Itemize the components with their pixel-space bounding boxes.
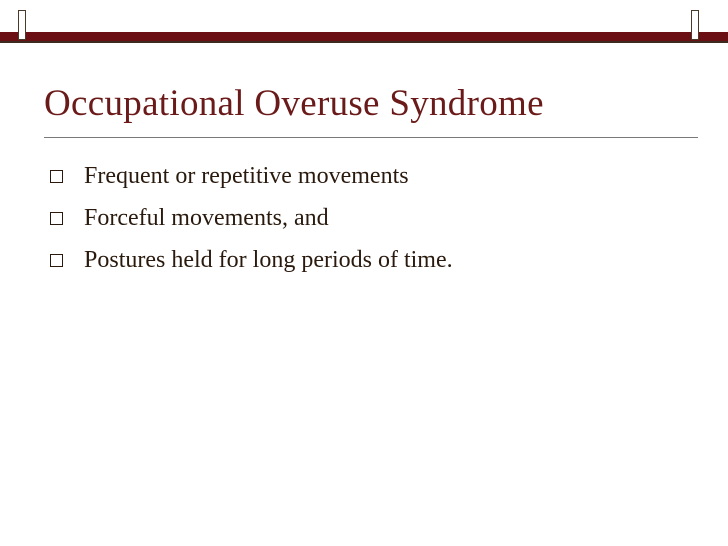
- header-band: [0, 0, 728, 44]
- header-band-edge: [0, 41, 728, 43]
- header-left-tab: [18, 10, 26, 40]
- bullet-text: Postures held for long periods of time.: [84, 246, 453, 273]
- title-divider: [44, 137, 698, 138]
- bullet-list: [44, 155, 453, 281]
- bullet-item: [44, 155, 453, 197]
- checkbox-outline-icon: [50, 170, 63, 183]
- slide-title: Occupational Overuse Syndrome: [44, 83, 544, 124]
- checkbox-outline-icon: [50, 212, 63, 225]
- header-band-fill: [0, 32, 728, 41]
- bullet-text: Forceful movements, and: [84, 204, 329, 231]
- bullet-item: [44, 197, 453, 239]
- header-right-tab: [691, 10, 699, 40]
- bullet-text: Frequent or repetitive movements: [84, 162, 409, 189]
- checkbox-outline-icon: [50, 254, 63, 267]
- bullet-item: [44, 239, 453, 281]
